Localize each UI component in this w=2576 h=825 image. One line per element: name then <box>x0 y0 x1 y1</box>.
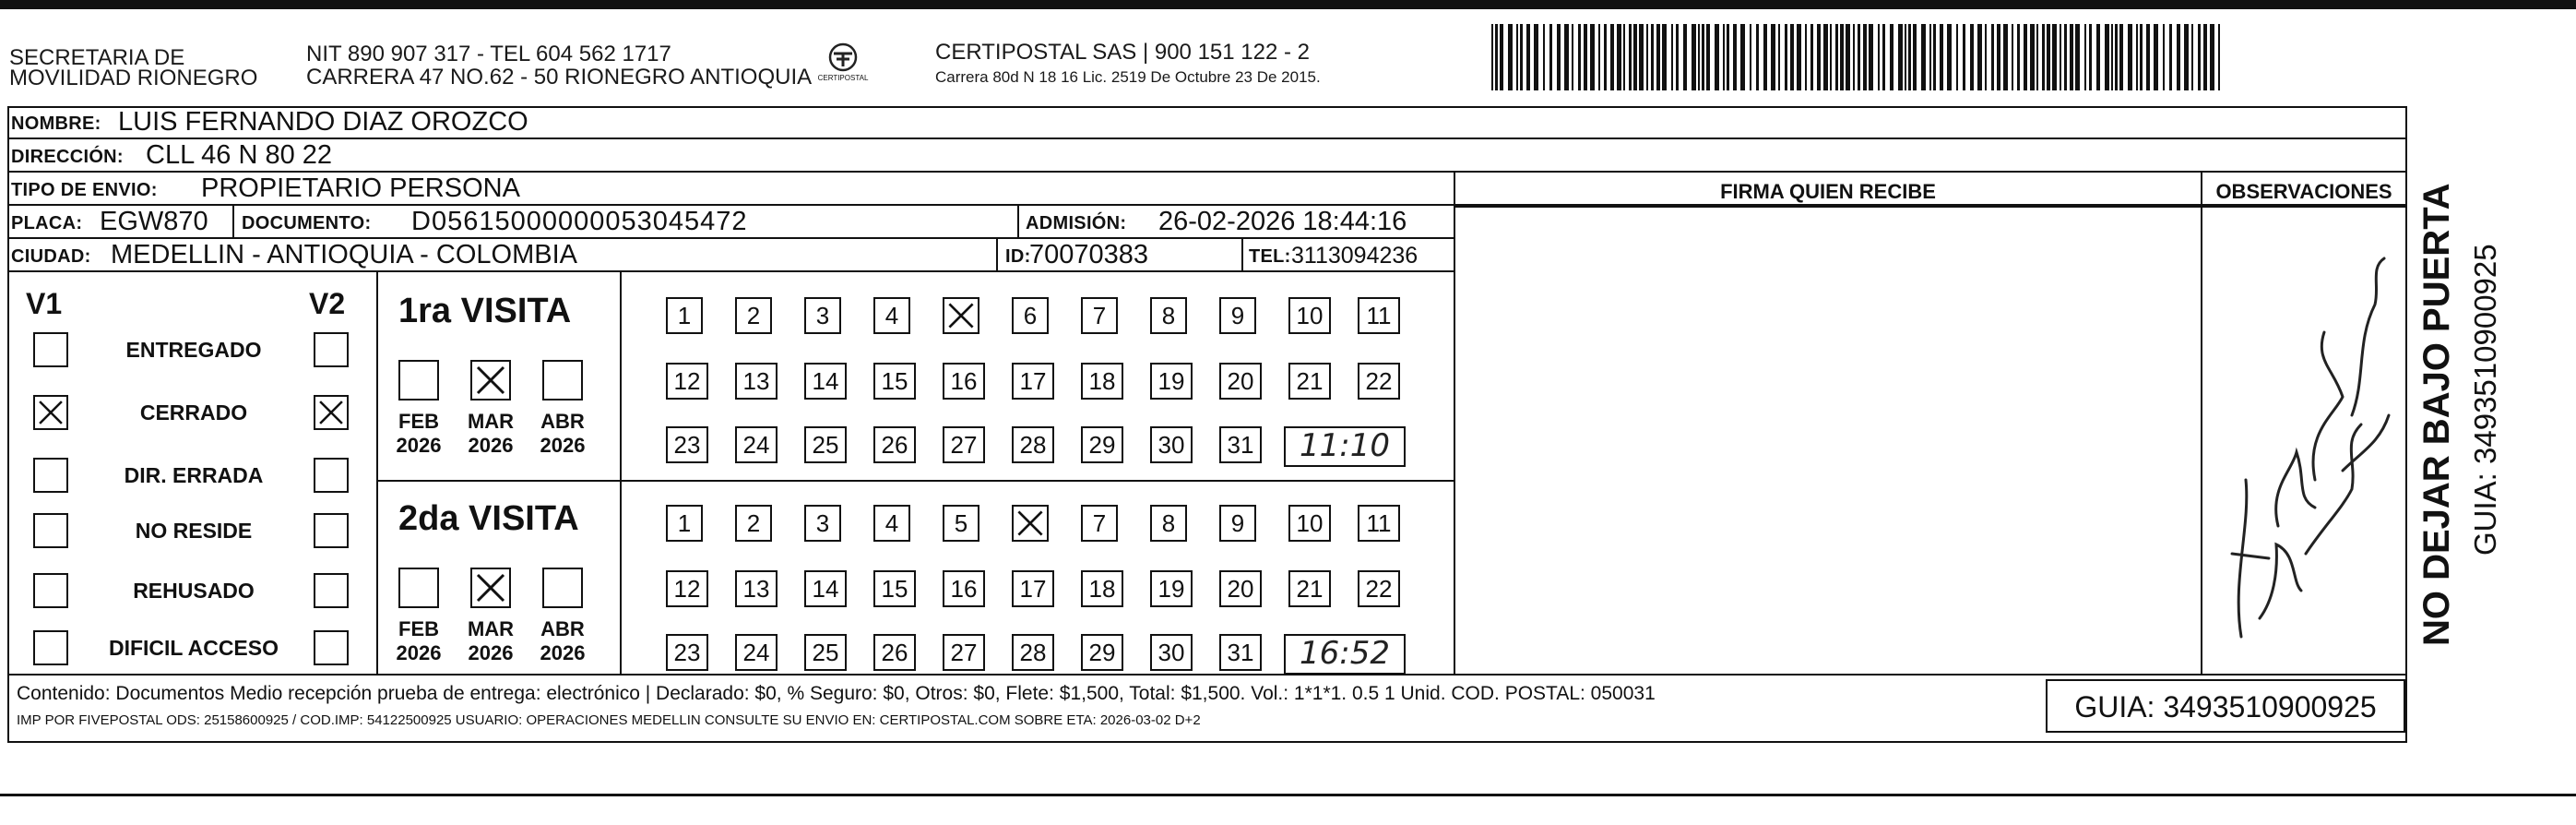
day-box-7[interactable]: 7 <box>1081 505 1118 542</box>
placa-label: PLACA: <box>11 213 83 233</box>
day-box-17[interactable]: 17 <box>1012 570 1054 607</box>
v1-checkbox-1[interactable] <box>33 395 68 430</box>
v1-checkbox-5[interactable] <box>33 630 68 665</box>
day-box-28[interactable]: 28 <box>1012 426 1054 463</box>
day-box-2[interactable]: 2 <box>735 505 772 542</box>
day-box-4[interactable]: 4 <box>873 505 910 542</box>
sender-line-2: MOVILIDAD RIONEGRO <box>9 66 258 90</box>
day-box-19[interactable]: 19 <box>1150 363 1193 400</box>
day-box-8[interactable]: 8 <box>1150 505 1187 542</box>
bottom-border <box>0 794 2576 796</box>
placa-value: EGW870 <box>100 207 208 236</box>
day-box-5[interactable]: 5 <box>943 505 979 542</box>
day-box-22[interactable]: 22 <box>1358 363 1400 400</box>
day-box-25[interactable]: 25 <box>804 426 847 463</box>
status-label: ENTREGADO <box>125 338 262 362</box>
visit-time-box[interactable]: 11:10 <box>1284 426 1406 467</box>
row-direccion <box>7 139 2407 173</box>
v2-checkbox-5[interactable] <box>314 630 349 665</box>
day-box-13[interactable]: 13 <box>735 363 778 400</box>
day-box-1[interactable]: 1 <box>666 297 703 334</box>
logo-text: CERTIPOSTAL <box>817 74 869 82</box>
imp-line: IMP POR FIVEPOSTAL ODS: 25158600925 / COD.IMP: 54122500925 USUARIO: OPERACIONES MEDELLIN CONSULTE SU ENVIO EN: CERTIPOSTAL.COM SOBRE ETA: 2026-03-02 D+2 <box>17 712 1201 728</box>
day-box-18[interactable]: 18 <box>1081 363 1123 400</box>
handwritten-signature <box>2204 249 2407 655</box>
nit-line: NIT 890 907 317 - TEL 604 562 1717 <box>306 42 671 66</box>
day-box-26[interactable]: 26 <box>873 426 916 463</box>
day-box-9[interactable]: 9 <box>1219 505 1256 542</box>
admision-value: 26-02-2026 18:44:16 <box>1158 207 1407 236</box>
row-placa <box>7 206 1454 239</box>
top-border <box>0 0 2576 9</box>
id-value: 70070383 <box>1029 240 1149 269</box>
month-checkbox-abr[interactable] <box>542 568 583 608</box>
v1-checkbox-0[interactable] <box>33 332 68 367</box>
day-box-3[interactable]: 3 <box>804 505 841 542</box>
v2-header: V2 <box>309 287 346 320</box>
day-box-28[interactable]: 28 <box>1012 634 1054 671</box>
day-box-17[interactable]: 17 <box>1012 363 1054 400</box>
tipo-value: PROPIETARIO PERSONA <box>201 173 520 203</box>
day-box-24[interactable]: 24 <box>735 634 778 671</box>
documento-value: D05615000000053045472 <box>411 207 748 236</box>
visit-title: 2da VISITA <box>398 499 579 538</box>
day-box-12[interactable]: 12 <box>666 363 708 400</box>
status-label: REHUSADO <box>133 579 255 603</box>
day-box-30[interactable]: 30 <box>1150 634 1193 671</box>
v2-checkbox-4[interactable] <box>314 573 349 608</box>
day-box-12[interactable]: 12 <box>666 570 708 607</box>
side-guia-text: GUIA: 3493510900925 <box>2468 244 2502 556</box>
visit-title: 1ra VISITA <box>398 292 572 330</box>
day-box-24[interactable]: 24 <box>735 426 778 463</box>
day-box-6[interactable]: 6 <box>1012 297 1049 334</box>
day-box-1[interactable]: 1 <box>666 505 703 542</box>
status-label: DIFICIL ACCESO <box>108 636 279 660</box>
day-box-9[interactable]: 9 <box>1219 297 1256 334</box>
v2-checkbox-3[interactable] <box>314 513 349 548</box>
month-checkbox-abr[interactable] <box>542 360 583 401</box>
day-box-6[interactable] <box>1012 505 1049 542</box>
day-box-29[interactable]: 29 <box>1081 426 1123 463</box>
month-checkbox-mar[interactable] <box>470 568 511 608</box>
day-box-29[interactable]: 29 <box>1081 634 1123 671</box>
documento-label: DOCUMENTO: <box>242 213 372 233</box>
nombre-value: LUIS FERNANDO DIAZ OROZCO <box>118 107 528 137</box>
day-box-10[interactable]: 10 <box>1288 297 1331 334</box>
row-nombre <box>7 106 2407 139</box>
day-box-23[interactable]: 23 <box>666 634 708 671</box>
day-box-20[interactable]: 20 <box>1219 570 1262 607</box>
month-label: FEB 2026 <box>396 410 442 457</box>
day-box-27[interactable]: 27 <box>943 426 985 463</box>
day-box-22[interactable]: 22 <box>1358 570 1400 607</box>
nombre-label: NOMBRE: <box>11 114 101 134</box>
direccion-label: DIRECCIÓN: <box>11 147 124 167</box>
day-box-13[interactable]: 13 <box>735 570 778 607</box>
id-label: ID: <box>1005 246 1031 267</box>
day-box-11[interactable]: 11 <box>1358 505 1400 542</box>
day-box-4[interactable]: 4 <box>873 297 910 334</box>
day-box-15[interactable]: 15 <box>873 363 916 400</box>
day-box-19[interactable]: 19 <box>1150 570 1193 607</box>
contenido-line: Contenido: Documentos Medio recepción prueba de entrega: electrónico | Declarado: $0, % Seguro: $0, Otros: $0, Flete: $1,500, Total: $1,500. Vol.: 1*1*1. 0.5 1 Unid. COD. POSTAL: 050031 <box>17 683 1656 704</box>
tel-value: 3113094236 <box>1291 243 1419 269</box>
v2-checkbox-2[interactable] <box>314 458 349 493</box>
day-box-15[interactable]: 15 <box>873 570 916 607</box>
ciudad-label: CIUDAD: <box>11 246 91 267</box>
courier-line: CERTIPOSTAL SAS | 900 151 122 - 2 <box>935 40 1310 65</box>
tipo-label: TIPO DE ENVIO: <box>11 180 158 200</box>
day-box-8[interactable]: 8 <box>1150 297 1187 334</box>
admision-label: ADMISIÓN: <box>1026 213 1127 233</box>
v1-checkbox-2[interactable] <box>33 458 68 493</box>
ciudad-value: MEDELLIN - ANTIOQUIA - COLOMBIA <box>111 240 577 269</box>
day-box-31[interactable]: 31 <box>1219 426 1262 463</box>
day-box-16[interactable]: 16 <box>943 363 985 400</box>
tel-label: TEL: <box>1249 246 1291 267</box>
day-box-5[interactable] <box>943 297 979 334</box>
month-checkbox-feb[interactable] <box>398 360 439 401</box>
v1-checkbox-4[interactable] <box>33 573 68 608</box>
no-dejar-text: NO DEJAR BAJO PUERTA <box>2416 183 2457 646</box>
day-box-14[interactable]: 14 <box>804 570 847 607</box>
day-box-26[interactable]: 26 <box>873 634 916 671</box>
day-box-11[interactable]: 11 <box>1358 297 1400 334</box>
month-label: MAR 2026 <box>467 617 515 664</box>
day-box-25[interactable]: 25 <box>804 634 847 671</box>
month-label: ABR 2026 <box>540 410 586 457</box>
month-label: FEB 2026 <box>396 617 442 664</box>
status-label: CERRADO <box>139 401 248 424</box>
v2-checkbox-1[interactable] <box>314 395 349 430</box>
day-box-14[interactable]: 14 <box>804 363 847 400</box>
day-box-27[interactable]: 27 <box>943 634 985 671</box>
barcode <box>1491 24 2226 90</box>
day-box-16[interactable]: 16 <box>943 570 985 607</box>
direccion-value: CLL 46 N 80 22 <box>146 140 333 170</box>
status-label: DIR. ERRADA <box>124 463 264 487</box>
day-box-18[interactable]: 18 <box>1081 570 1123 607</box>
month-checkbox-mar[interactable] <box>470 360 511 401</box>
month-label: MAR 2026 <box>467 410 515 457</box>
observaciones-header: OBSERVACIONES <box>2215 180 2392 203</box>
day-box-3[interactable]: 3 <box>804 297 841 334</box>
guia-box-value: GUIA: 3493510900925 <box>2074 690 2377 723</box>
guia-box <box>2046 679 2405 733</box>
day-box-20[interactable]: 20 <box>1219 363 1262 400</box>
month-checkbox-feb[interactable] <box>398 568 439 608</box>
day-box-31[interactable]: 31 <box>1219 634 1262 671</box>
day-box-21[interactable]: 21 <box>1288 570 1331 607</box>
v1-header: V1 <box>26 287 63 320</box>
day-box-7[interactable]: 7 <box>1081 297 1118 334</box>
certipostal-logo <box>812 41 874 89</box>
month-label: ABR 2026 <box>540 617 586 664</box>
day-box-2[interactable]: 2 <box>735 297 772 334</box>
v1-checkbox-3[interactable] <box>33 513 68 548</box>
visit-time-box[interactable]: 16:52 <box>1284 634 1406 675</box>
license-line: Carrera 80d N 18 16 Lic. 2519 De Octubre 23 De 2015. <box>935 68 1321 86</box>
day-box-10[interactable]: 10 <box>1288 505 1331 542</box>
day-box-30[interactable]: 30 <box>1150 426 1193 463</box>
day-box-23[interactable]: 23 <box>666 426 708 463</box>
address-line: CARRERA 47 NO.62 - 50 RIONEGRO ANTIOQUIA <box>306 65 813 90</box>
v2-checkbox-0[interactable] <box>314 332 349 367</box>
status-label: NO RESIDE <box>135 519 253 543</box>
sender-line-1: SECRETARIA DE <box>9 45 185 70</box>
firma-header: FIRMA QUIEN RECIBE <box>1720 180 1936 203</box>
day-box-21[interactable]: 21 <box>1288 363 1331 400</box>
row-ciudad <box>7 239 1454 272</box>
